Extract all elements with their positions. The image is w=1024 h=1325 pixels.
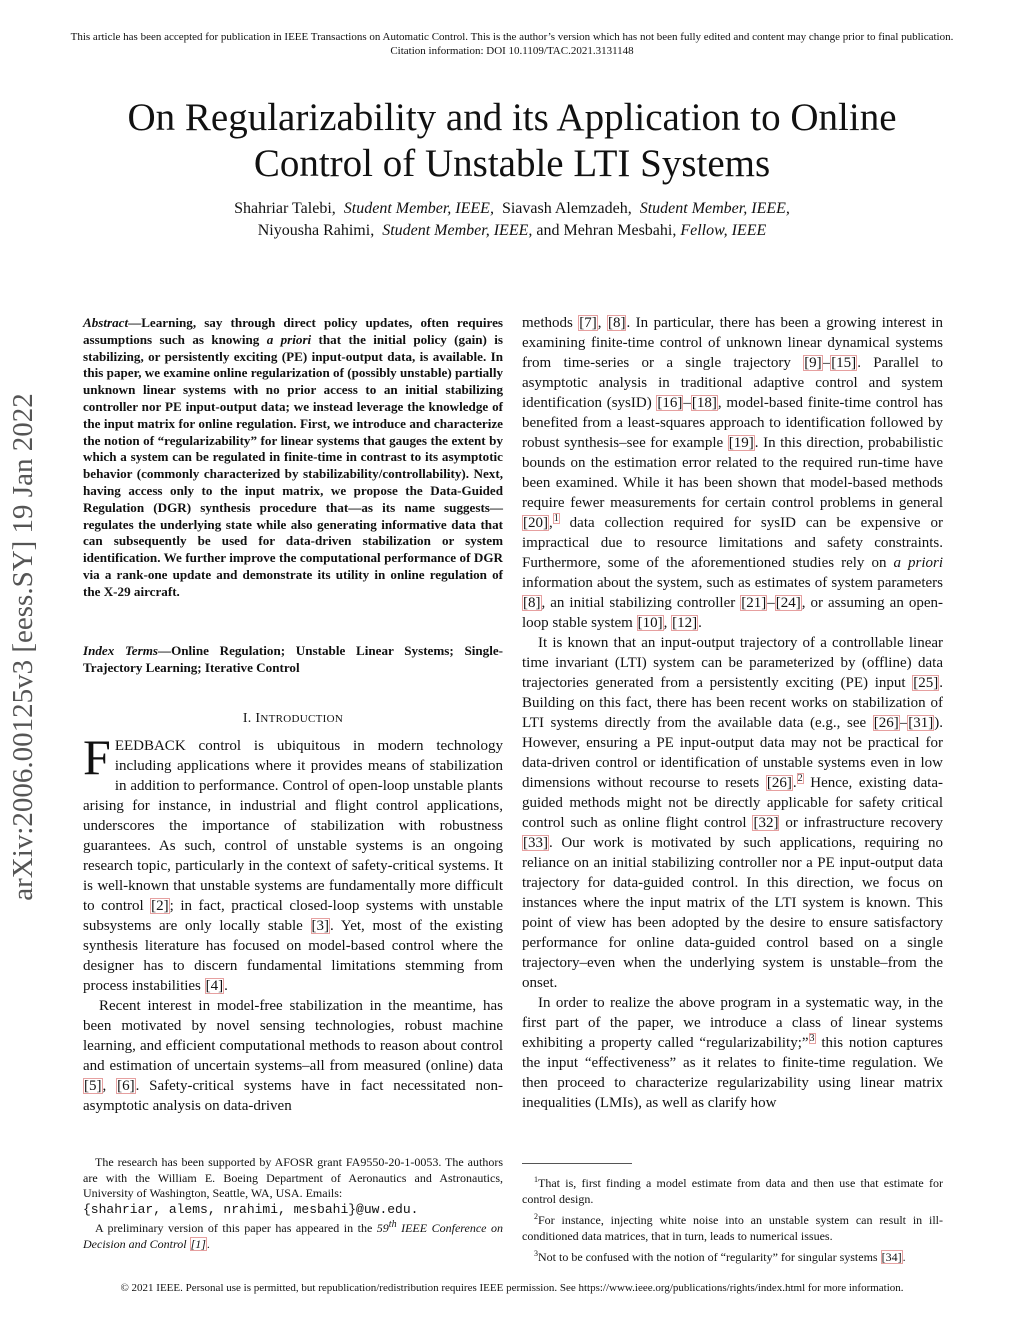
abstract: [83, 315, 503, 601]
author-1: Shahriar Talebi,: [234, 200, 336, 217]
funding-text: The research has been supported by AFOSR grant FA9550-20-1-0053. The authors are with the William E. Boeing Department of Aeronautics and Astronautics, University of Washington, Seattle, WA, USA. Emails:: [83, 1155, 503, 1200]
rp2-a: It is known that an input-output trajectory of a controllable linear time invariant (LTI) system can be parameterized by (offline) data trajectories generated from a persistently exciting (PE) input: [522, 635, 943, 691]
author-2-role: Student Member, IEEE,: [639, 200, 790, 217]
funding-note: [83, 1155, 503, 1217]
footnote-marker-1[interactable]: 1: [553, 513, 559, 524]
rp1-o: ,: [663, 615, 672, 631]
abstract-text-a: Learning, say through direct policy updates, often requires assumptions such as knowing: [83, 315, 503, 347]
dropcap: F: [83, 729, 111, 785]
citation-link[interactable]: [8]: [523, 595, 541, 611]
author-4-role: Fellow, IEEE: [680, 222, 767, 239]
rp1-m: –: [767, 595, 775, 611]
intro-p1-text-d: .: [224, 978, 228, 994]
footnotes-right: [522, 1172, 943, 1268]
title-line-1: On Regularizability and its Application to Online: [127, 96, 897, 139]
citation-link[interactable]: [34]: [881, 1250, 902, 1264]
citation-link[interactable]: [32]: [753, 815, 779, 831]
citation-link[interactable]: [31]: [908, 715, 934, 731]
footnote-3-text: Not to be confused with the notion of “regularity” for singular systems: [538, 1250, 881, 1264]
index-terms-label: Index Terms: [83, 643, 158, 658]
citation-link[interactable]: [19]: [728, 435, 754, 451]
footnote-2-text: For instance, injecting white noise into an unstable system can result in ill-conditioned data matrices, that in turn, leads to numerical issues.: [522, 1213, 943, 1243]
rp1-i: ,: [549, 515, 553, 531]
footnote-marker-2[interactable]: 2: [797, 773, 803, 784]
intro-paragraph-2: [83, 996, 503, 1116]
citation-link[interactable]: [26]: [766, 775, 792, 791]
right-paragraph-3: [522, 993, 943, 1113]
preliminary-text-end: .: [206, 1236, 210, 1251]
citation-link[interactable]: [24]: [775, 595, 801, 611]
intro-p1-text-c: . Yet, most of the existing synthesis literature has focused on model-based control where the designer has to discern fundamental limitations stemming from process instabilities: [83, 918, 503, 994]
rp1-h: . In this direction, probabilistic bounds on the estimation error related to the required run-time have been examined. While it has been shown that model-based methods require fewer measurements for certain control problems in general: [522, 435, 943, 511]
author-list: [60, 198, 964, 242]
rp3-b: this notion captures the input “effectiveness” as it relates to finite-time regulation. We then proceed to characterize regularizability using linear matrix inequalities (LMIs), as well as clarify how: [522, 1035, 943, 1111]
rp2-f: Hence, existing data-guided methods might not be directly applicable for safety critical control such as online flight control: [522, 775, 944, 831]
author-1-role: Student Member, IEEE,: [343, 200, 494, 217]
footnote-2: [522, 1209, 943, 1244]
footnote-3: [522, 1246, 943, 1266]
footnote-separator-left: [83, 1147, 193, 1148]
rp2-g: or infrastructure recovery: [779, 815, 943, 831]
footnote-1-number: 1: [534, 1175, 538, 1184]
citation-link[interactable]: [18]: [691, 395, 717, 411]
rp1-p: .: [698, 615, 702, 631]
footnotes-left: [83, 1155, 503, 1252]
rp3-a: In order to realize the above program in a systematic way, in the first part of the paper, we introduce a class of linear systems exhibiting a property called “regularizability;”: [522, 995, 943, 1051]
rp1-k: information about the system, such as estimates of system parameters: [522, 575, 943, 591]
title-line-2: Control of Unstable LTI Systems: [253, 142, 771, 185]
index-terms-text: —Online Regulation; Unstable Linear Systems; Single-Trajectory Learning; Iterative Control: [83, 643, 504, 675]
rp1-f: –: [683, 395, 691, 411]
citation-link[interactable]: [9]: [804, 355, 822, 371]
footnote-separator-right: [522, 1163, 632, 1164]
citation-link[interactable]: [10]: [637, 615, 663, 631]
section-number: I.: [242, 711, 252, 726]
intro-paragraph-1: [83, 729, 503, 996]
abstract-label: Abstract: [83, 315, 129, 330]
footnote-1: [522, 1172, 943, 1207]
right-column-body: [522, 313, 943, 1113]
citation-link[interactable]: [1]: [190, 1236, 206, 1251]
right-paragraph-2: [522, 633, 943, 993]
introduction-body: [83, 729, 503, 1116]
conference-name: IEEE Conference on Decision and Control: [83, 1221, 503, 1251]
citation-link[interactable]: [3]: [311, 918, 330, 934]
citation-link[interactable]: [20]: [523, 515, 548, 531]
citation-link[interactable]: [21]: [741, 595, 767, 611]
rp1-b: ,: [597, 315, 607, 331]
preliminary-note: [83, 1217, 503, 1252]
rp1-n: , or assuming an open-loop stable system: [522, 595, 944, 631]
section-title-rest: NTRODUCTION: [260, 713, 344, 725]
rp2-c: –: [899, 715, 908, 731]
citation-link[interactable]: [5]: [84, 1078, 102, 1094]
citation-link[interactable]: [6]: [117, 1078, 135, 1094]
author-4: and Mehran Mesbahi,: [536, 222, 677, 239]
paper-title: [60, 95, 964, 187]
citation-link[interactable]: [25]: [913, 675, 939, 691]
section-title-initial: I: [255, 711, 261, 726]
footnote-1-text: That is, first finding a model estimate from data and then use that estimate for control design.: [522, 1176, 943, 1206]
rp2-b: . Building on this fact, there has been recent works on stabilization of LTI systems directly from the available data (e.g., see: [522, 675, 943, 731]
citation-link[interactable]: [7]: [579, 315, 597, 331]
rp1-e: . Parallel to asymptotic analysis in traditional adaptive control and system identification (sysID): [522, 355, 944, 411]
intro-p2-text-b: ,: [102, 1078, 117, 1094]
citation-link[interactable]: [8]: [607, 315, 626, 331]
footnote-3-end: .: [902, 1250, 906, 1264]
citation-link[interactable]: [16]: [657, 395, 683, 411]
footnote-3-number: 3: [534, 1249, 538, 1258]
section-heading: [83, 709, 503, 729]
author-3-role: Student Member, IEEE,: [382, 222, 533, 239]
author-3: Niyousha Rahimi,: [257, 222, 375, 239]
journal-notice: This article has been accepted for publication in IEEE Transactions on Automatic Control. This is the author’s version which has not been fully edited and content may change prior to final publication. Citation information: DOI 10.1109/TAC.2021.3131148: [70, 31, 954, 57]
rp1-l: , an initial stabilizing controller: [541, 595, 741, 611]
rp1-a: methods: [522, 315, 579, 331]
author-2: Siavash Alemzadeh,: [501, 200, 632, 217]
citation-link[interactable]: [33]: [523, 835, 548, 851]
citation-link[interactable]: [2]: [151, 898, 169, 914]
intro-p2-text-a: Recent interest in model-free stabilization in the meantime, has been motivated by novel sensing technologies, robust machine learning, and efficient computational methods to reason about control and estimation of uncertain systems–all from measured (online) data: [83, 998, 503, 1074]
conference-ordinal: th: [388, 1219, 397, 1230]
intro-p1-text-b: ; in fact, practical closed-loop systems with unstable subsystems are only locally stable: [83, 898, 503, 934]
intro-p2-text-c: . Safety-critical systems have in fact necessitated non-asymptotic analysis on data-driven: [83, 1078, 503, 1114]
right-paragraph-1: [522, 313, 943, 633]
index-terms: [83, 643, 503, 677]
rp1-c: . In particular, there has been a growing interest in examining finite-time control of unknown linear dynamical systems from time-series or a single trajectory: [522, 315, 943, 371]
rp1-j: data collection required for sysID can be expensive or impractical due to resource limitations and safety constraints. Furthermore, some of the aforementioned studies rely on: [522, 515, 943, 571]
footnote-marker-3[interactable]: 3: [809, 1033, 815, 1044]
author-emails: {shahriar, alems, nrahimi, mesbahi}@uw.edu.: [83, 1201, 419, 1217]
conference-number: 59: [376, 1221, 389, 1235]
footnote-2-number: 2: [534, 1212, 538, 1221]
abstract-text-b: that the initial policy (gain) is stabilizing, or persistently exciting (PE) input-output data, is available. In this paper, we examine online regularization of (possibly unstable) partially unknown linear systems with no prior access to an initial stabilizing controller nor PE input-output data; we instead leverage the knowledge of the input matrix for online regulation. First, we introduce and characterize the notion of “regularizability” for linear systems that gauges the extent by which a system can be regulated in finite-time in contrast to its asymptotic behavior (commonly characterized by stabilizability/controllability). Next, having access only to the input matrix, we propose the Data-Guided Regulation (DGR) synthesis procedure that—as its name suggests—regulates the underlying state while also generating informative data that can subsequently be used for data-driven stabilization or system identification. We further improve the computational performance of DGR via a rank-one update and demonstrate its utility in online regulation of the X-29 aircraft.: [83, 331, 503, 599]
rp2-d: ). However, ensuring a PE input-output data may not be practical for data-driven control or identification of unstable systems even in low dimensions without recourse to resets: [522, 715, 943, 791]
abstract-emph: a priori: [266, 331, 312, 347]
citation-link[interactable]: [4]: [205, 978, 224, 994]
arxiv-stamp: arXiv:2006.00125v3 [eess.SY] 19 Jan 2022: [7, 393, 39, 901]
copyright-notice: © 2021 IEEE. Personal use is permitted, but republication/redistribution requires IEEE permission. See https://www.ieee.org/publications/rights/index.html for more information.: [120, 1282, 904, 1294]
intro-p1-text-a: EEDBACK control is ubiquitous in modern technology including applications where it provides means of stabilization in addition to performance. Control of open-loop unstable plants arising for instance, in industrial and flight control applications, underscores the importance of stabilization with robustness guarantees. As such, control of unstable systems is an ongoing research topic, particularly in the context of safety-critical systems. It is well-known that unstable systems are fundamentally more difficult to control: [83, 738, 503, 914]
rp1-d: –: [822, 355, 831, 371]
rp2-e: .: [792, 775, 797, 791]
citation-link[interactable]: [26]: [873, 715, 899, 731]
rp1-emph: a priori: [893, 555, 943, 571]
preliminary-text-a: A preliminary version of this paper has appeared in the: [95, 1221, 377, 1235]
citation-link[interactable]: [15]: [831, 355, 857, 371]
rp1-g: , model-based finite-time control has benefited from a least-squares approach to identification followed by robust synthesis–see for example: [522, 395, 944, 451]
citation-link[interactable]: [12]: [672, 615, 698, 631]
abstract-dash: —: [128, 315, 142, 330]
rp2-h: . Our work is motivated by such applications, requiring no reliance on an initial stabilizing controller nor a PE input-output data trajectory for data-guided control. In this direction, we focus on instances where the input matrix of the LTI system is known. This point of view has been adopted by the desire to ensure satisfactory performance for online data-guided control based on a single trajectory–even when the underlying system is unstable–from the onset.: [522, 835, 943, 991]
